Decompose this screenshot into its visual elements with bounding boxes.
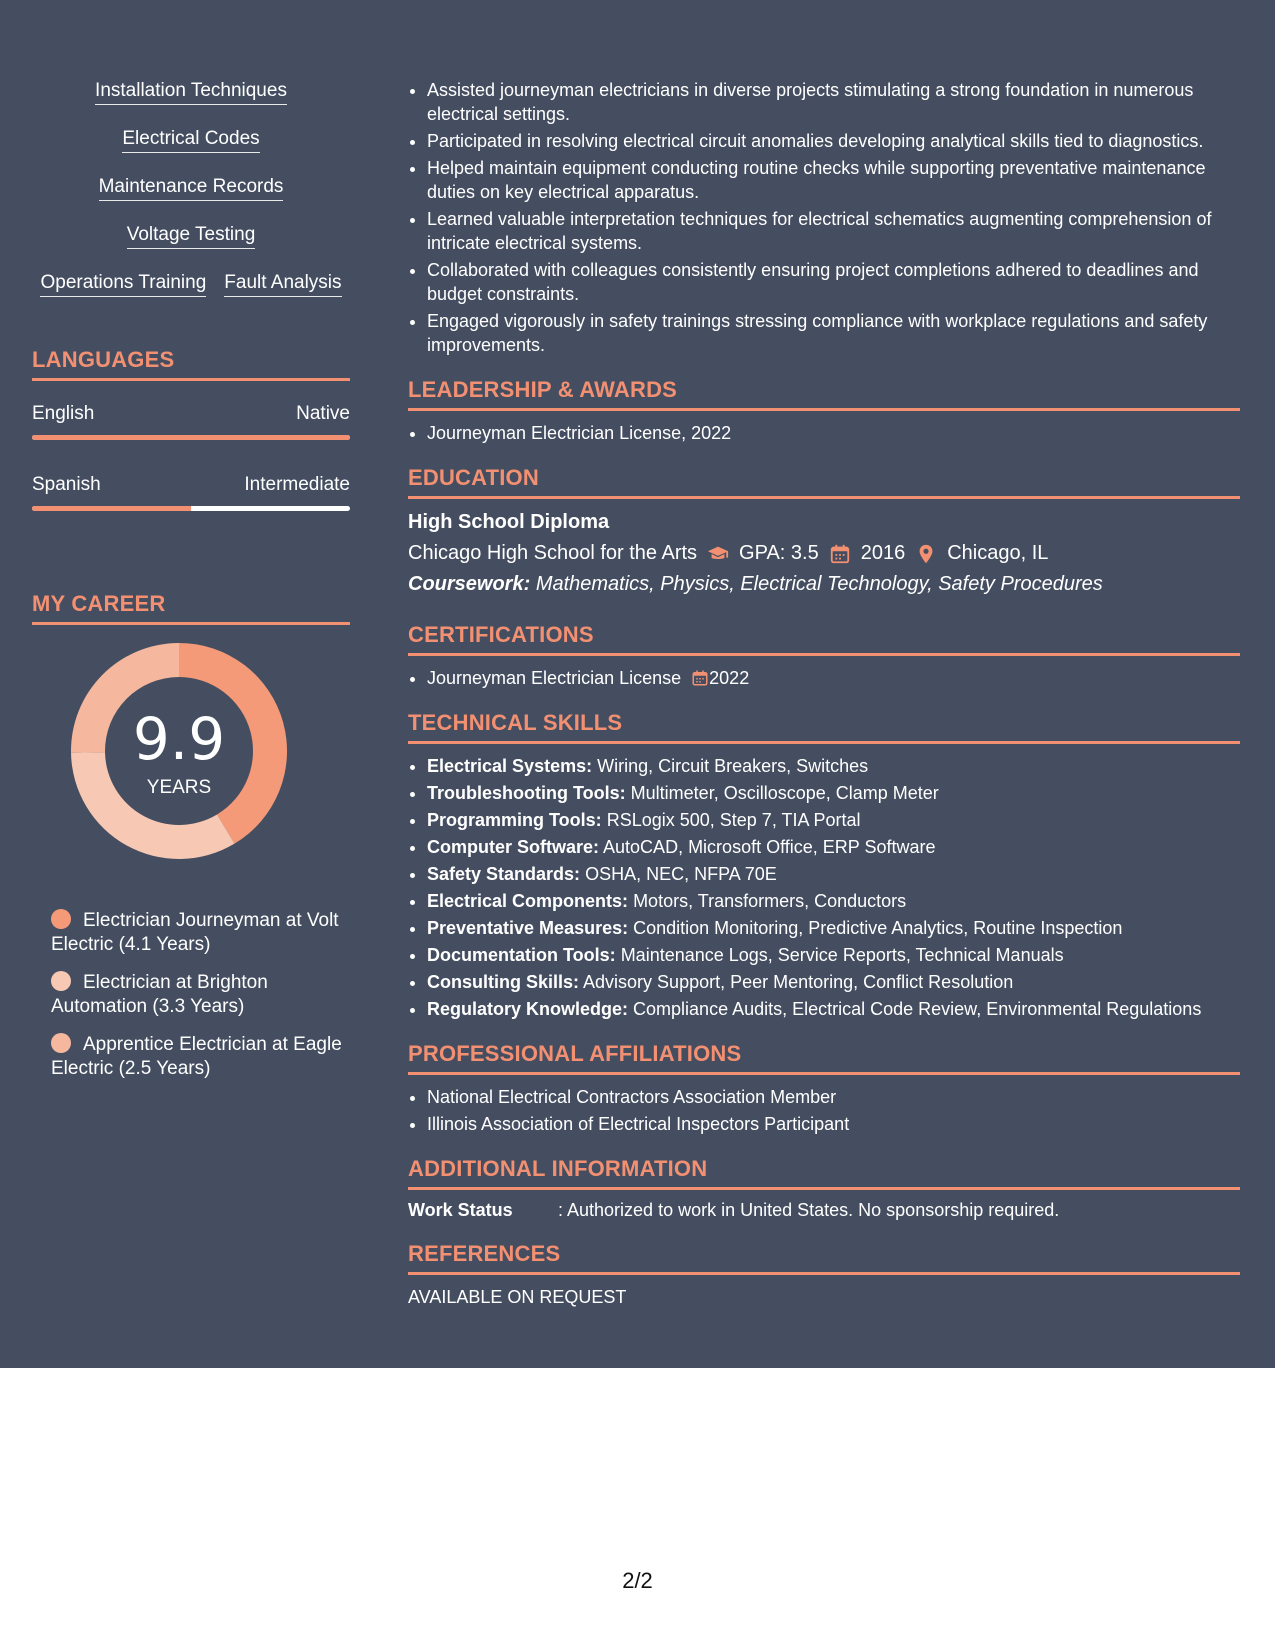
right-column xyxy=(408,78,1240,1308)
work-status-row xyxy=(408,1200,1240,1221)
skill-item xyxy=(427,862,1240,886)
skill-value: RSLogix 500, Step 7, TIA Portal xyxy=(606,810,861,830)
education-degree: High School Diploma xyxy=(408,511,610,533)
language-row xyxy=(32,403,350,425)
skill-chip[interactable]: Installation Techniques xyxy=(95,80,287,105)
education-location: Chicago, IL xyxy=(947,542,1049,564)
section-title: EDUCATION xyxy=(408,465,1240,499)
language-name: Spanish xyxy=(32,474,101,495)
experience-bullet: • Participated in resolving electrical circuit anomalies developing analytical skills tied to diagnostics. xyxy=(427,129,1240,153)
work-status-label: Work Status xyxy=(408,1200,513,1220)
affiliations-section xyxy=(408,1041,1240,1136)
career-legend-label: Electrician Journeyman at Volt Electric (4.1 Years) xyxy=(51,910,339,955)
languages-section xyxy=(32,347,350,511)
skill-item xyxy=(427,997,1240,1021)
skill-label: Consulting Skills: xyxy=(427,972,580,992)
language-proficiency-bar xyxy=(32,506,350,511)
career-legend-item xyxy=(51,971,350,1019)
skill-value: Compliance Audits, Electrical Code Review, Environmental Regulations xyxy=(633,999,1202,1019)
skill-label: Electrical Systems: xyxy=(427,756,593,776)
coursework-value: Mathematics, Physics, Electrical Technology, Safety Procedures xyxy=(535,573,1103,595)
skill-label: Preventative Measures: xyxy=(427,918,629,938)
location-pin-icon xyxy=(915,543,937,565)
skill-item xyxy=(427,889,1240,913)
graduation-cap-icon xyxy=(707,543,729,565)
education-school: Chicago High School for the Arts xyxy=(408,542,698,564)
skill-item xyxy=(427,916,1240,940)
section-title: ADDITIONAL INFORMATION xyxy=(408,1156,1240,1190)
certifications-list xyxy=(408,666,1240,690)
experience-bullet: • Collaborated with colleagues consistently ensuring project completions adhered to deadlines and budget constraints. xyxy=(427,258,1240,306)
legend-dot-icon xyxy=(51,1033,71,1053)
additional-info-section xyxy=(408,1156,1240,1221)
skill-chip[interactable]: Fault Analysis xyxy=(224,272,341,297)
leadership-list xyxy=(408,421,1240,445)
skill-item xyxy=(427,970,1240,994)
education-details xyxy=(408,542,1240,565)
skill-value: OSHA, NEC, NFPA 70E xyxy=(585,864,777,884)
skill-value: Maintenance Logs, Service Reports, Technical Manuals xyxy=(620,945,1064,965)
skill-chip[interactable]: Voltage Testing xyxy=(127,224,256,249)
affiliations-list xyxy=(408,1085,1240,1136)
leadership-section xyxy=(408,377,1240,445)
section-title: CERTIFICATIONS xyxy=(408,622,1240,656)
skill-label: Safety Standards: xyxy=(427,864,581,884)
legend-dot-icon xyxy=(51,971,71,991)
skill-chip[interactable]: Electrical Codes xyxy=(122,128,259,153)
skill-item xyxy=(427,943,1240,967)
affiliation-item: • National Electrical Contractors Association Member xyxy=(427,1085,1240,1109)
career-section xyxy=(32,591,350,1081)
language-level: Native xyxy=(296,403,350,424)
experience-bullet: • Assisted journeyman electricians in diverse projects stimulating a strong foundation in numerous electrical settings. xyxy=(427,78,1240,126)
references-text: AVAILABLE ON REQUEST xyxy=(408,1287,627,1307)
skill-chip[interactable]: Operations Training xyxy=(40,272,206,297)
experience-bullet: • Helped maintain equipment conducting routine checks while supporting preventative maintenance duties on key electrical apparatus. xyxy=(427,156,1240,204)
experience-bullet: • Learned valuable interpretation techniques for electrical schematics augmenting comprehension of intricate electrical systems. xyxy=(427,207,1240,255)
calendar-icon xyxy=(829,543,851,565)
language-proficiency-fill xyxy=(32,435,350,440)
skill-value: Advisory Support, Peer Mentoring, Conflict Resolution xyxy=(583,972,1014,992)
skill-label: Electrical Components: xyxy=(427,891,629,911)
skill-chip[interactable]: Maintenance Records xyxy=(99,176,284,201)
education-gpa: GPA: 3.5 xyxy=(739,542,819,564)
technical-skills-list xyxy=(408,754,1240,1021)
language-level: Intermediate xyxy=(244,474,350,495)
career-legend-label: Apprentice Electrician at Eagle Electric (2.5 Years) xyxy=(51,1034,342,1079)
skill-item xyxy=(427,835,1240,859)
career-unit: YEARS xyxy=(146,777,212,798)
section-title: LEADERSHIP & AWARDS xyxy=(408,377,1240,411)
career-total: 9.9 xyxy=(132,705,226,773)
skill-item xyxy=(427,808,1240,832)
skill-value: Motors, Transformers, Conductors xyxy=(633,891,907,911)
section-title: LANGUAGES xyxy=(32,347,350,381)
leadership-item: • Journeyman Electrician License, 2022 xyxy=(427,421,1240,445)
skill-label: Programming Tools: xyxy=(427,810,602,830)
education-year: 2016 xyxy=(860,542,906,564)
career-legend-item xyxy=(51,909,350,957)
language-proficiency-bar xyxy=(32,435,350,440)
experience-bullets xyxy=(408,78,1240,357)
affiliation-item: • Illinois Association of Electrical Inspectors Participant xyxy=(427,1112,1240,1136)
skill-chips xyxy=(32,80,350,297)
certifications-section xyxy=(408,622,1240,690)
skill-value: Wiring, Circuit Breakers, Switches xyxy=(597,756,869,776)
skill-item xyxy=(427,781,1240,805)
skill-label: Documentation Tools: xyxy=(427,945,616,965)
career-legend-item xyxy=(51,1033,350,1081)
skill-item xyxy=(427,754,1240,778)
skill-value: Multimeter, Oscilloscope, Clamp Meter xyxy=(630,783,939,803)
legend-dot-icon xyxy=(51,909,71,929)
technical-skills-section xyxy=(408,710,1240,1021)
calendar-icon xyxy=(691,669,709,687)
page-number: 2/2 xyxy=(622,1568,653,1593)
certification-year: 2022 xyxy=(709,668,750,688)
skill-label: Troubleshooting Tools: xyxy=(427,783,626,803)
left-column xyxy=(32,80,350,1095)
education-section xyxy=(408,465,1240,596)
section-title: REFERENCES xyxy=(408,1241,1240,1275)
references-section xyxy=(408,1241,1240,1308)
skill-value: AutoCAD, Microsoft Office, ERP Software xyxy=(603,837,936,857)
skill-value: Condition Monitoring, Predictive Analytics, Routine Inspection xyxy=(633,918,1123,938)
certification-item xyxy=(427,666,1240,690)
career-legend-label: Electrician at Brighton Automation (3.3 Years) xyxy=(51,972,268,1017)
experience-bullet: • Engaged vigorously in safety trainings stressing compliance with workplace regulations and safety improvements. xyxy=(427,309,1240,357)
career-legend xyxy=(32,909,350,1081)
language-proficiency-fill xyxy=(32,506,191,511)
section-title: TECHNICAL SKILLS xyxy=(408,710,1240,744)
language-row xyxy=(32,474,350,496)
coursework-label: Coursework: xyxy=(408,573,531,595)
certification-name: Journeyman Electrician License xyxy=(427,668,682,688)
section-title: PROFESSIONAL AFFILIATIONS xyxy=(408,1041,1240,1075)
work-status-value: : Authorized to work in United States. No sponsorship required. xyxy=(558,1200,1060,1220)
career-donut-chart xyxy=(32,643,350,893)
skill-label: Regulatory Knowledge: xyxy=(427,999,629,1019)
skill-label: Computer Software: xyxy=(427,837,600,857)
language-name: English xyxy=(32,403,95,424)
education-coursework xyxy=(408,573,1240,596)
section-title: MY CAREER xyxy=(32,591,350,625)
